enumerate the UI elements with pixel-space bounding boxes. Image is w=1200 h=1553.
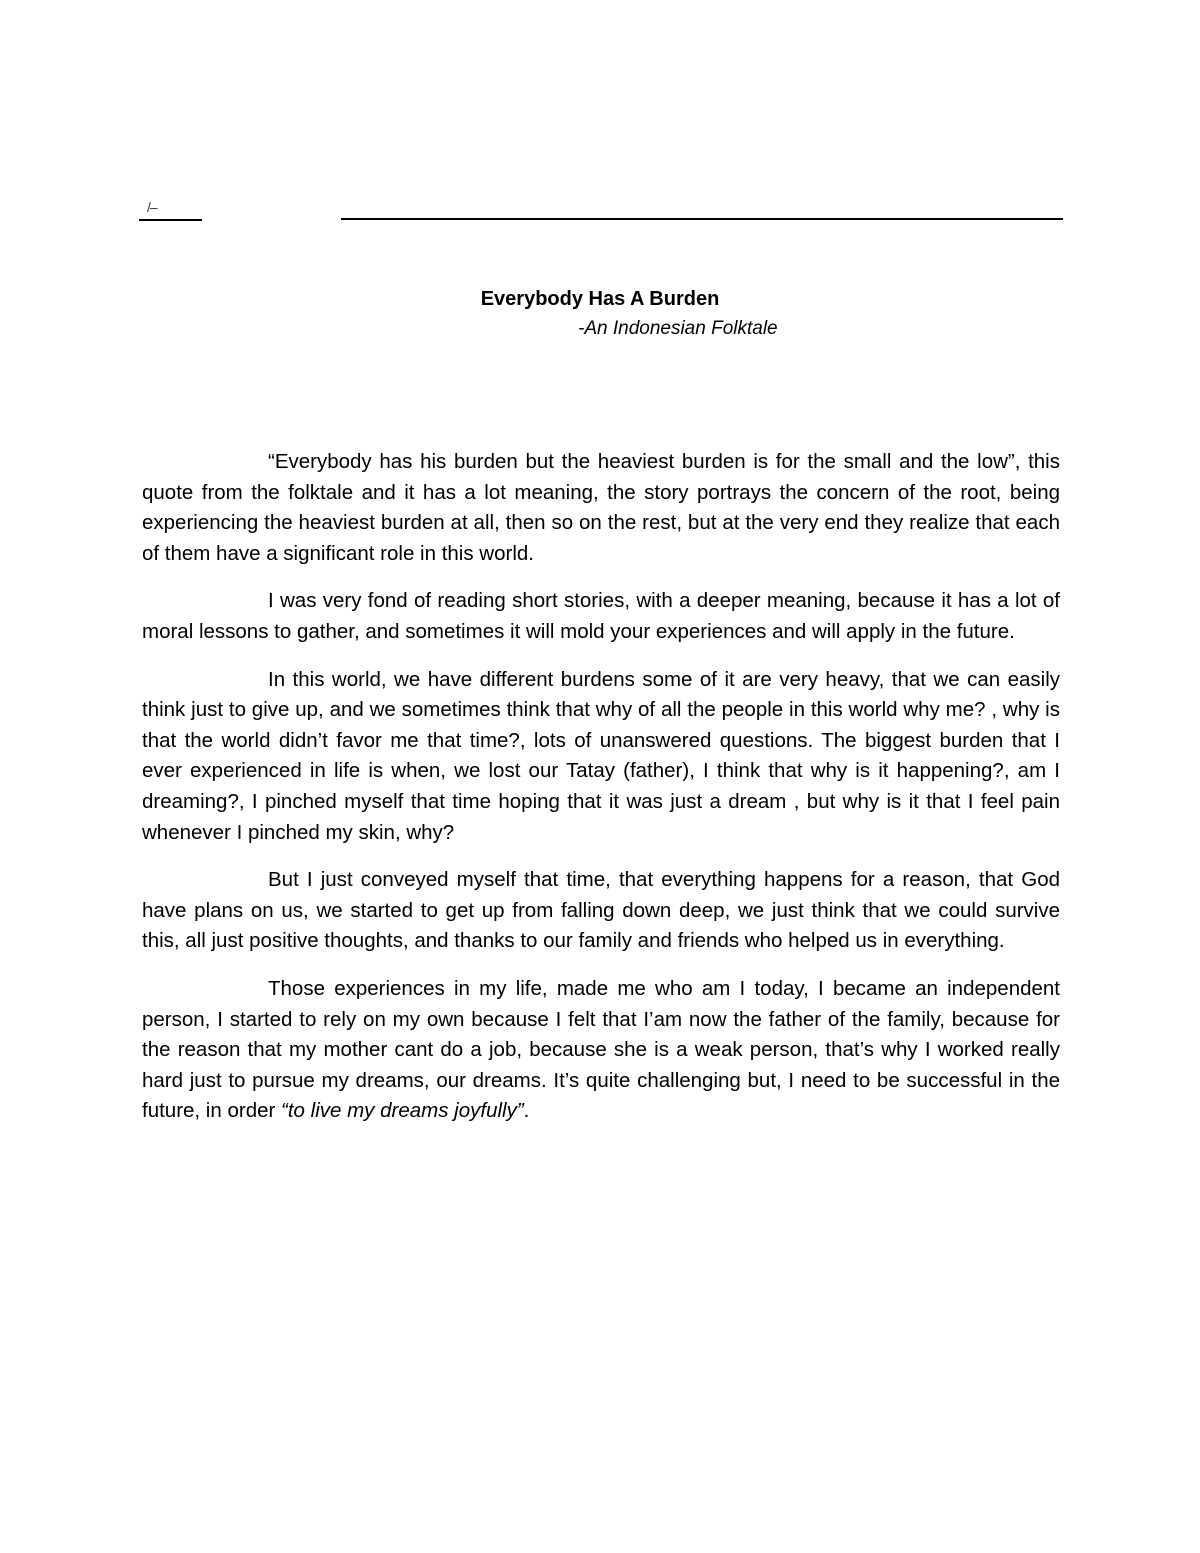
document-subtitle: -An Indonesian Folktale [578, 318, 778, 339]
paragraph-5 [142, 974, 1060, 1127]
document-body [142, 447, 1060, 1144]
header-rule-short [139, 219, 202, 221]
header-rule-long [341, 218, 1063, 220]
paragraph-1: “Everybody has his burden but the heaviest burden is for the small and the low”, this quote from the folktale and it has a lot meaning, the story portrays the concern of the root, being experiencing the heaviest burden at all, then so on the rest, but at the very end they realize that each of them have a significant role in this world. [142, 450, 1060, 565]
paragraph-5-quote: “to live my dreams joyfully” [281, 1099, 524, 1123]
paragraph-3: In this world, we have different burdens some of it are very heavy, that we can easily think just to give up, and we sometimes think that why of all the people in this world why me? , why is that the world didn’t favor me that time?, lots of unanswered questions. The biggest burden that I ever experienced in life is when, we lost our Tatay (father), I think that why is it happening?, am I dreaming?, I pinched myself that time hoping that it was just a dream , but why is it that I feel pain whenever I pinched my skin, why? [142, 667, 1060, 844]
header-mark: /‒ [147, 199, 157, 215]
paragraph-4: But I just conveyed myself that time, that everything happens for a reason, that God have plans on us, we started to get up from falling down deep, we just think that we could survive this, all just positive thoughts, and thanks to our family and friends who helped us in everything. [142, 868, 1060, 953]
document-title: Everybody Has A Burden [480, 288, 720, 310]
paragraph-2: I was very fond of reading short stories, with a deeper meaning, because it has a lot of moral lessons to gather, and sometimes it will mold your experiences and will apply in the future. [142, 589, 1060, 643]
paragraph-5-text: Those experiences in my life, made me who am I today, I became an independent person, I started to rely on my own because I felt that I’am now the father of the family, because for the reason that my mother cant do a job, because she is a weak person, that’s why I worked really hard just to pursue my dreams, our dreams. It’s quite challenging but, I need to be successful in the future, in order [142, 976, 1060, 1123]
paragraph-5-end: . [523, 1099, 530, 1123]
